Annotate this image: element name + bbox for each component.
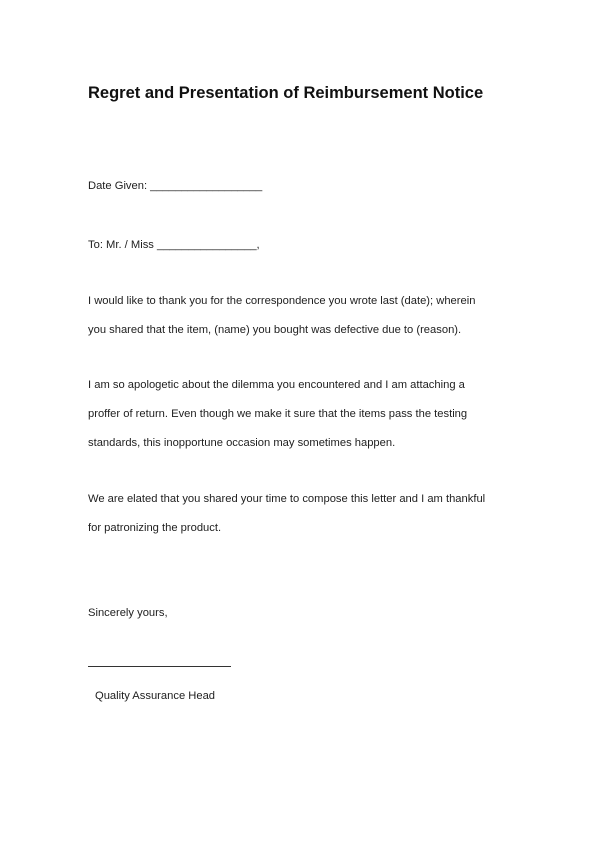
document-title: Regret and Presentation of Reimbursement Notice bbox=[88, 84, 484, 102]
recipient-line: To: Mr. / Miss ________________, bbox=[88, 239, 260, 251]
paragraph-2-line-1: I am so apologetic about the dilemma you encountered and I am attaching a bbox=[88, 379, 465, 391]
paragraph-3-line-2: for patronizing the product. bbox=[88, 522, 222, 534]
closing: Sincerely yours, bbox=[88, 607, 168, 619]
paragraph-3-line-1: We are elated that you shared your time to compose this letter and I am thankful bbox=[88, 493, 486, 505]
paragraph-1-line-2: you shared that the item, (name) you bought was defective due to (reason). bbox=[88, 324, 462, 336]
signature-title: Quality Assurance Head bbox=[95, 690, 216, 702]
date-given-line: Date Given: __________________ bbox=[88, 180, 263, 192]
signature-line bbox=[88, 666, 231, 667]
paragraph-2-line-3: standards, this inopportune occasion may sometimes happen. bbox=[88, 437, 396, 449]
paragraph-1-line-1: I would like to thank you for the correspondence you wrote last (date); wherein bbox=[88, 295, 476, 307]
paragraph-2-line-2: proffer of return. Even though we make it sure that the items pass the testing bbox=[88, 408, 468, 420]
